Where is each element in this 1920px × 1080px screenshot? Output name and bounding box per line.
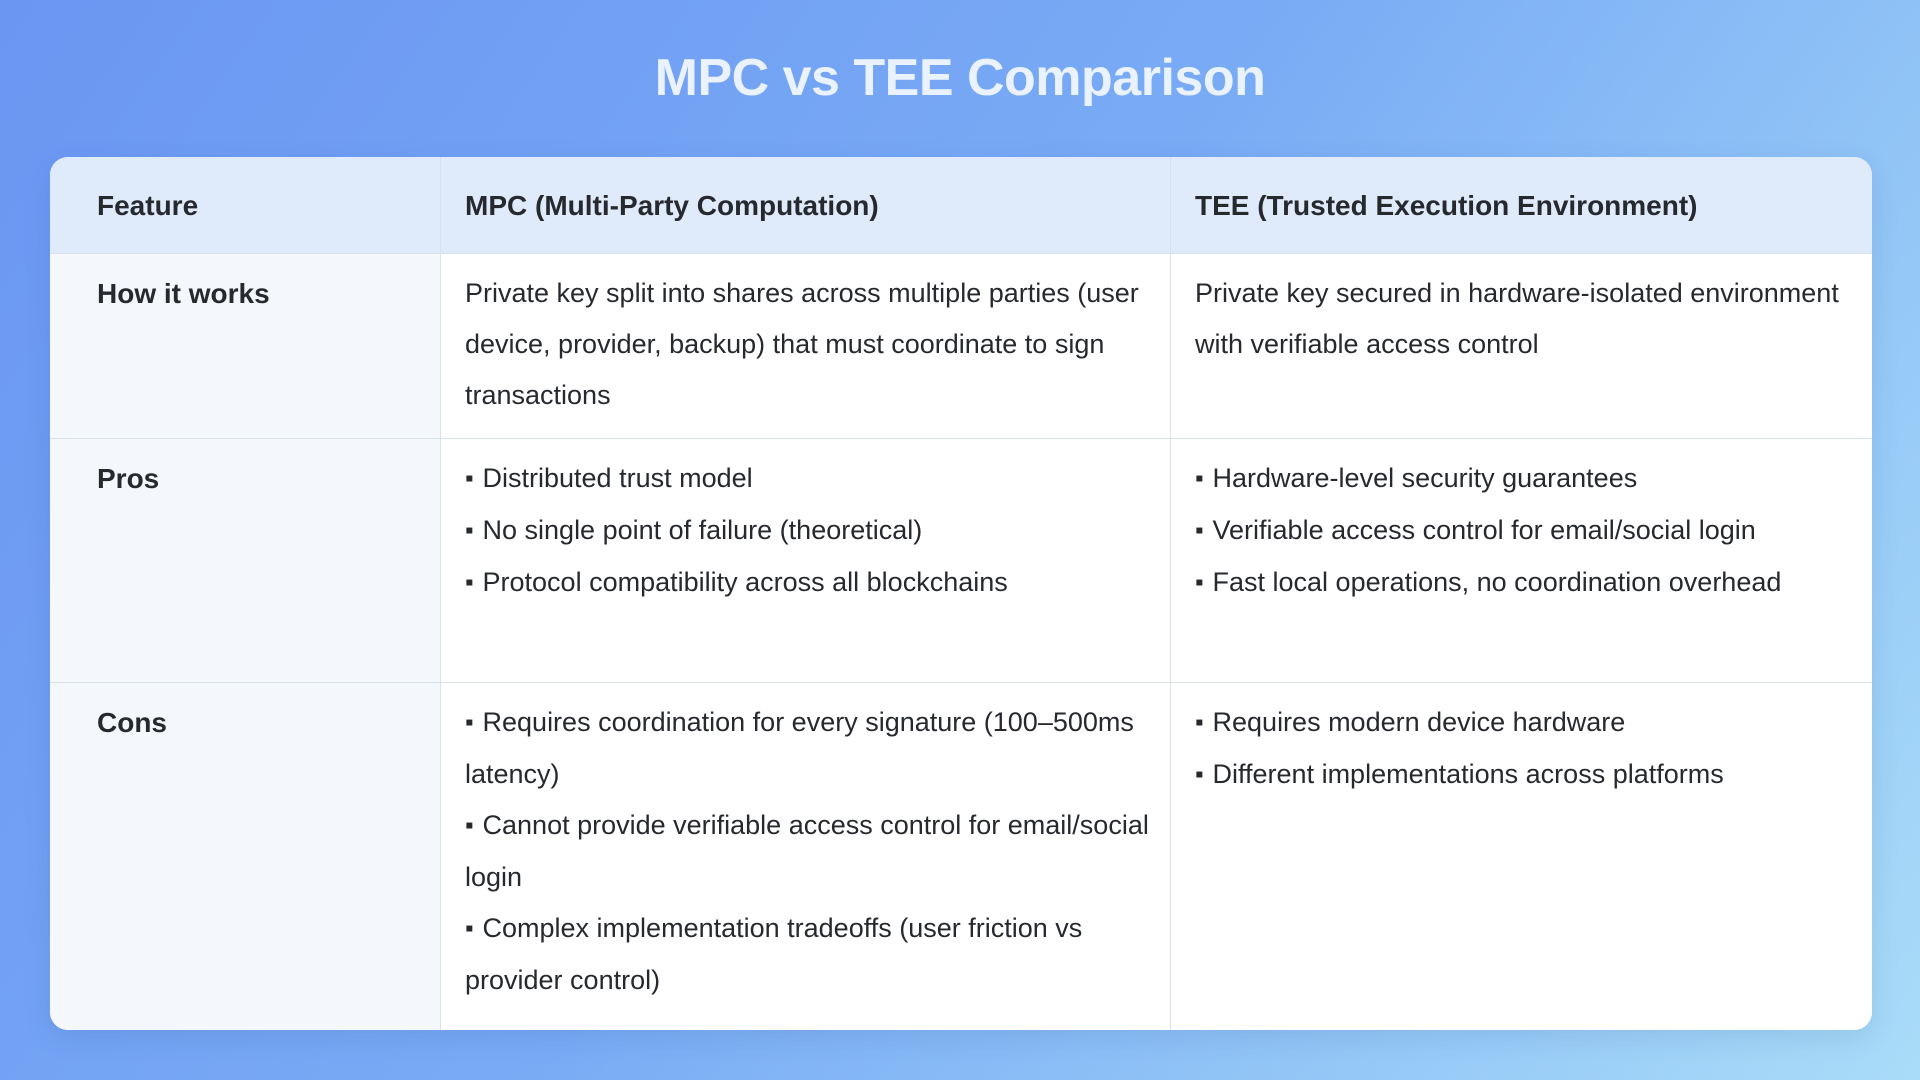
comparison-table bbox=[50, 157, 1872, 1030]
list-item: ▪ Cannot provide verifiable access control for email/social login bbox=[465, 800, 1152, 903]
table-cell bbox=[1170, 682, 1872, 1030]
bullet-icon: ▪ bbox=[465, 569, 474, 596]
column-header-mpc: MPC (Multi-Party Computation) bbox=[440, 157, 1170, 253]
bullet-icon: ▪ bbox=[465, 517, 474, 544]
page-title: MPC vs TEE Comparison bbox=[654, 49, 1266, 107]
table-cell bbox=[1170, 438, 1872, 682]
list-item: ▪ Requires coordination for every signature (100–500ms latency) bbox=[465, 697, 1152, 800]
column-header-feature: Feature bbox=[50, 157, 440, 253]
list-item: ▪ Complex implementation tradeoffs (user friction vs provider control) bbox=[465, 903, 1152, 1006]
bullet-icon: ▪ bbox=[1195, 569, 1204, 596]
list-item: ▪ Different implementations across platforms bbox=[1195, 749, 1854, 801]
list-item: ▪ Fast local operations, no coordination overhead bbox=[1195, 557, 1854, 609]
list-item: ▪ Requires modern device hardware bbox=[1195, 697, 1854, 749]
column-header-tee: TEE (Trusted Execution Environment) bbox=[1170, 157, 1872, 253]
comparison-card bbox=[50, 157, 1872, 1030]
cell-text: Private key secured in hardware-isolated environment with verifiable access control bbox=[1195, 278, 1839, 359]
bullet-icon: ▪ bbox=[1195, 465, 1204, 492]
bullet-icon: ▪ bbox=[1195, 517, 1204, 544]
list-item: ▪ No single point of failure (theoretical) bbox=[465, 505, 1152, 557]
row-label: Cons bbox=[50, 682, 440, 1030]
bullet-icon: ▪ bbox=[1195, 709, 1204, 736]
table-cell bbox=[440, 438, 1170, 682]
table-cell bbox=[1170, 253, 1872, 438]
table-cell bbox=[440, 682, 1170, 1030]
list-item: ▪ Verifiable access control for email/social login bbox=[1195, 505, 1854, 557]
bullet-icon: ▪ bbox=[465, 812, 474, 839]
bullet-icon: ▪ bbox=[465, 465, 474, 492]
table-cell bbox=[440, 253, 1170, 438]
bullet-icon: ▪ bbox=[465, 709, 474, 736]
cell-text: Private key split into shares across multiple parties (user device, provider, backup) that must coordinate to sign transactions bbox=[465, 278, 1139, 410]
list-item: ▪ Distributed trust model bbox=[465, 453, 1152, 505]
bullet-icon: ▪ bbox=[1195, 761, 1204, 788]
list-item: ▪ Protocol compatibility across all blockchains bbox=[465, 557, 1152, 609]
bullet-icon: ▪ bbox=[465, 915, 474, 942]
row-label: How it works bbox=[50, 253, 440, 438]
row-label: Pros bbox=[50, 438, 440, 682]
list-item: ▪ Hardware-level security guarantees bbox=[1195, 453, 1854, 505]
